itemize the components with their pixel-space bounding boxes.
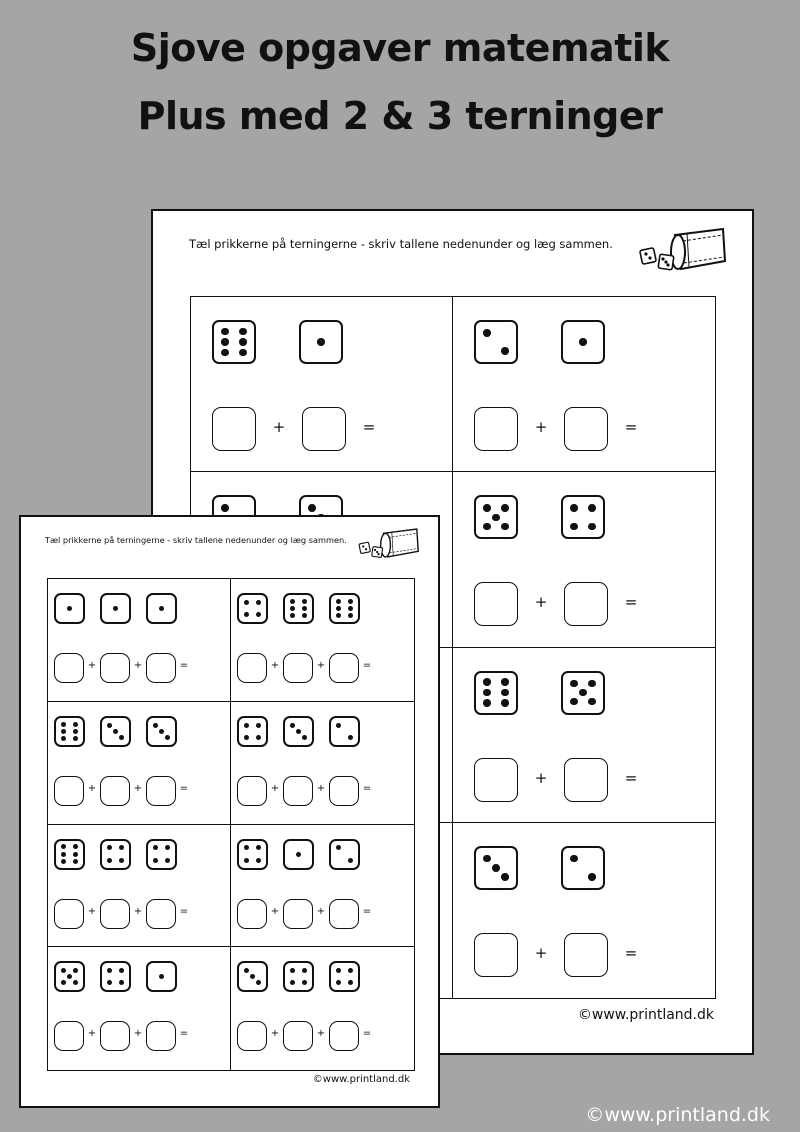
answer-box[interactable] xyxy=(564,407,608,451)
die-face-4 xyxy=(561,495,605,539)
die-pip xyxy=(588,873,596,881)
exercise-cell xyxy=(48,702,231,825)
die-pip xyxy=(588,698,596,706)
die-pip xyxy=(165,858,170,863)
instruction-text: Tæl prikkerne på terningerne - skriv tallene nedenunder og læg sammen. xyxy=(189,237,613,251)
die-pip xyxy=(73,722,78,727)
equals-sign: = xyxy=(362,905,372,917)
die-face-1 xyxy=(54,593,85,624)
die-pip xyxy=(290,606,295,611)
die-face-6 xyxy=(329,593,360,624)
die-face-1 xyxy=(146,593,177,624)
die-pip xyxy=(119,858,124,863)
die-pip xyxy=(302,606,307,611)
page-subtitle: Plus med 2 & 3 terninger xyxy=(137,94,663,138)
die-pip xyxy=(501,347,509,355)
answer-box[interactable] xyxy=(283,899,313,929)
answer-box[interactable] xyxy=(100,899,130,929)
answer-box[interactable] xyxy=(212,407,256,451)
die-pip xyxy=(336,980,341,985)
die-pip xyxy=(73,729,78,734)
die-pip xyxy=(107,980,112,985)
exercise-cell xyxy=(453,472,715,647)
die-face-5 xyxy=(474,495,518,539)
plus-sign: + xyxy=(87,905,97,917)
die-pip xyxy=(570,523,578,531)
die-pip xyxy=(256,858,261,863)
die-pip xyxy=(336,723,341,728)
answer-box[interactable] xyxy=(237,1021,267,1051)
answer-box[interactable] xyxy=(146,899,176,929)
die-pip xyxy=(107,858,112,863)
die-pip xyxy=(570,504,578,512)
die-pip xyxy=(61,736,66,741)
die-pip xyxy=(61,980,66,985)
plus-sign: + xyxy=(534,418,548,436)
die-pip xyxy=(579,689,587,697)
answer-box[interactable] xyxy=(283,653,313,683)
die-pip xyxy=(483,699,491,707)
die-pip xyxy=(244,845,249,850)
page-title: Sjove opgaver matematik xyxy=(130,26,670,70)
answer-box[interactable] xyxy=(474,758,518,802)
die-pip xyxy=(308,504,316,512)
die-pip xyxy=(302,968,307,973)
die-pip xyxy=(113,606,118,611)
plus-sign: + xyxy=(133,782,143,794)
answer-box[interactable] xyxy=(54,1021,84,1051)
die-pip xyxy=(302,599,307,604)
die-pip xyxy=(119,968,124,973)
die-pip xyxy=(250,974,255,979)
answer-box[interactable] xyxy=(54,653,84,683)
answer-box[interactable] xyxy=(237,653,267,683)
die-pip xyxy=(239,349,247,357)
die-pip xyxy=(256,612,261,617)
die-pip xyxy=(579,338,587,346)
die-pip xyxy=(483,504,491,512)
plus-sign: + xyxy=(316,782,326,794)
exercise-cell xyxy=(231,702,414,825)
die-face-4 xyxy=(100,839,131,870)
die-pip xyxy=(244,612,249,617)
answer-box[interactable] xyxy=(329,1021,359,1051)
plus-sign: + xyxy=(87,782,97,794)
die-pip xyxy=(244,735,249,740)
die-pip xyxy=(221,349,229,357)
answer-box[interactable] xyxy=(474,582,518,626)
die-face-3 xyxy=(146,716,177,747)
die-pip xyxy=(483,523,491,531)
die-face-1 xyxy=(100,593,131,624)
die-pip xyxy=(501,504,509,512)
plus-sign: + xyxy=(316,905,326,917)
die-pip xyxy=(221,328,229,336)
die-face-1 xyxy=(283,839,314,870)
answer-box[interactable] xyxy=(564,582,608,626)
exercise-cell xyxy=(231,579,414,702)
answer-box[interactable] xyxy=(146,776,176,806)
plus-sign: + xyxy=(534,593,548,612)
die-pip xyxy=(336,613,341,618)
die-pip xyxy=(244,723,249,728)
die-pip xyxy=(256,723,261,728)
dice-cup-icon xyxy=(357,523,421,563)
die-pip xyxy=(119,845,124,850)
answer-box[interactable] xyxy=(54,899,84,929)
answer-box[interactable] xyxy=(302,407,346,451)
die-pip xyxy=(336,845,341,850)
die-pip xyxy=(73,968,78,973)
die-pip xyxy=(107,968,112,973)
die-pip xyxy=(302,735,307,740)
die-pip xyxy=(483,689,491,697)
die-pip xyxy=(61,859,66,864)
die-face-1 xyxy=(561,320,605,364)
answer-box[interactable] xyxy=(54,776,84,806)
die-face-3 xyxy=(283,716,314,747)
die-pip xyxy=(483,329,491,337)
exercise-cell xyxy=(48,947,231,1070)
answer-box[interactable] xyxy=(237,899,267,929)
die-pip xyxy=(290,613,295,618)
die-pip xyxy=(570,698,578,706)
plus-sign: + xyxy=(87,1028,97,1040)
die-face-5 xyxy=(54,961,85,992)
answer-box[interactable] xyxy=(100,1021,130,1051)
die-pip xyxy=(256,735,261,740)
die-pip xyxy=(165,735,170,740)
die-pip xyxy=(67,974,72,979)
plus-sign: + xyxy=(133,905,143,917)
copyright-text: ©www.printland.dk xyxy=(312,1074,410,1085)
exercise-cell xyxy=(231,825,414,948)
exercise-grid xyxy=(47,578,415,1071)
answer-box[interactable] xyxy=(283,776,313,806)
die-face-2 xyxy=(329,839,360,870)
die-pip xyxy=(317,338,325,346)
equals-sign: = xyxy=(179,660,189,671)
die-pip xyxy=(153,845,158,850)
die-pip xyxy=(290,599,295,604)
die-pip xyxy=(61,852,66,857)
equals-sign: = xyxy=(624,943,638,962)
die-pip xyxy=(570,855,578,863)
die-pip xyxy=(159,606,164,611)
die-pip xyxy=(244,968,249,973)
die-pip xyxy=(221,504,229,512)
die-face-4 xyxy=(329,961,360,992)
die-pip xyxy=(588,680,596,688)
die-pip xyxy=(119,735,124,740)
die-pip xyxy=(221,338,229,346)
die-pip xyxy=(107,723,112,728)
equals-sign: = xyxy=(362,418,376,436)
die-pip xyxy=(256,980,261,985)
exercise-cell xyxy=(48,579,231,702)
plus-sign: + xyxy=(534,943,548,962)
die-face-4 xyxy=(146,839,177,870)
die-pip xyxy=(501,873,509,881)
die-pip xyxy=(501,678,509,686)
die-pip xyxy=(348,613,353,618)
die-pip xyxy=(107,845,112,850)
die-face-4 xyxy=(237,839,268,870)
die-pip xyxy=(348,968,353,973)
die-pip xyxy=(290,723,295,728)
die-pip xyxy=(336,599,341,604)
die-pip xyxy=(501,699,509,707)
die-pip xyxy=(61,968,66,973)
die-pip xyxy=(348,599,353,604)
equals-sign: = xyxy=(179,1028,189,1040)
die-face-6 xyxy=(54,716,85,747)
plus-sign: + xyxy=(270,1028,280,1040)
plus-sign: + xyxy=(316,1028,326,1040)
die-face-2 xyxy=(561,846,605,890)
die-pip xyxy=(588,504,596,512)
answer-box[interactable] xyxy=(100,653,130,683)
die-pip xyxy=(296,729,301,734)
instruction-text: Tæl prikkerne på terningerne - skriv tallene nedenunder og læg sammen. xyxy=(45,535,347,545)
plus-sign: + xyxy=(270,905,280,917)
answer-box[interactable] xyxy=(564,933,608,977)
answer-box[interactable] xyxy=(474,933,518,977)
equals-sign: = xyxy=(362,660,372,671)
die-face-3 xyxy=(100,716,131,747)
die-pip xyxy=(256,600,261,605)
answer-box[interactable] xyxy=(564,758,608,802)
exercise-cell xyxy=(48,825,231,948)
die-pip xyxy=(73,736,78,741)
answer-box[interactable] xyxy=(237,776,267,806)
plus-sign: + xyxy=(270,660,280,671)
die-face-2 xyxy=(474,320,518,364)
exercise-cell xyxy=(231,947,414,1070)
plus-sign: + xyxy=(534,768,548,787)
die-pip xyxy=(73,980,78,985)
exercise-cell xyxy=(453,823,715,998)
die-face-2 xyxy=(329,716,360,747)
die-pip xyxy=(61,722,66,727)
die-pip xyxy=(73,852,78,857)
die-pip xyxy=(239,328,247,336)
die-face-4 xyxy=(237,716,268,747)
die-pip xyxy=(239,338,247,346)
die-pip xyxy=(290,980,295,985)
die-pip xyxy=(165,845,170,850)
plus-sign: + xyxy=(272,418,286,436)
plus-sign: + xyxy=(87,660,97,671)
die-face-4 xyxy=(237,593,268,624)
die-face-4 xyxy=(283,961,314,992)
die-pip xyxy=(159,974,164,979)
die-pip xyxy=(302,980,307,985)
die-face-1 xyxy=(299,320,343,364)
die-pip xyxy=(588,523,596,531)
die-pip xyxy=(67,606,72,611)
die-face-4 xyxy=(100,961,131,992)
footer-copyright: ©www.printland.dk xyxy=(585,1104,770,1126)
die-pip xyxy=(61,844,66,849)
answer-box[interactable] xyxy=(329,653,359,683)
answer-box[interactable] xyxy=(329,776,359,806)
die-pip xyxy=(302,613,307,618)
die-pip xyxy=(501,689,509,697)
exercise-cell xyxy=(191,297,453,472)
die-pip xyxy=(61,729,66,734)
answer-box[interactable] xyxy=(146,653,176,683)
die-pip xyxy=(153,858,158,863)
die-pip xyxy=(244,858,249,863)
die-pip xyxy=(73,859,78,864)
exercise-cell xyxy=(453,297,715,472)
equals-sign: = xyxy=(179,905,189,917)
die-pip xyxy=(159,729,164,734)
equals-sign: = xyxy=(362,782,372,794)
die-pip xyxy=(119,980,124,985)
equals-sign: = xyxy=(624,418,638,436)
plus-sign: + xyxy=(133,1028,143,1040)
answer-box[interactable] xyxy=(100,776,130,806)
die-pip xyxy=(296,852,301,857)
plus-sign: + xyxy=(316,660,326,671)
front-worksheet xyxy=(19,515,440,1108)
dice-cup-icon xyxy=(637,221,729,277)
die-face-6 xyxy=(474,671,518,715)
die-face-6 xyxy=(283,593,314,624)
answer-box[interactable] xyxy=(329,899,359,929)
die-face-3 xyxy=(237,961,268,992)
die-pip xyxy=(336,606,341,611)
die-pip xyxy=(483,855,491,863)
die-pip xyxy=(492,514,500,522)
die-pip xyxy=(570,680,578,688)
die-pip xyxy=(153,723,158,728)
die-pip xyxy=(290,968,295,973)
answer-box[interactable] xyxy=(283,1021,313,1051)
die-face-6 xyxy=(212,320,256,364)
die-face-6 xyxy=(54,839,85,870)
answer-box[interactable] xyxy=(146,1021,176,1051)
die-face-3 xyxy=(474,846,518,890)
plus-sign: + xyxy=(270,782,280,794)
die-pip xyxy=(113,729,118,734)
die-pip xyxy=(348,980,353,985)
die-pip xyxy=(501,523,509,531)
die-pip xyxy=(256,845,261,850)
copyright-text: ©www.printland.dk xyxy=(577,1007,714,1023)
die-pip xyxy=(348,735,353,740)
die-face-5 xyxy=(561,671,605,715)
equals-sign: = xyxy=(624,593,638,612)
plus-sign: + xyxy=(133,660,143,671)
equals-sign: = xyxy=(624,768,638,787)
answer-box[interactable] xyxy=(474,407,518,451)
equals-sign: = xyxy=(179,782,189,794)
die-pip xyxy=(336,968,341,973)
die-pip xyxy=(348,606,353,611)
equals-sign: = xyxy=(362,1028,372,1040)
die-pip xyxy=(244,600,249,605)
die-pip xyxy=(492,864,500,872)
die-pip xyxy=(483,678,491,686)
die-pip xyxy=(348,858,353,863)
exercise-cell xyxy=(453,648,715,823)
die-face-1 xyxy=(146,961,177,992)
die-pip xyxy=(73,844,78,849)
